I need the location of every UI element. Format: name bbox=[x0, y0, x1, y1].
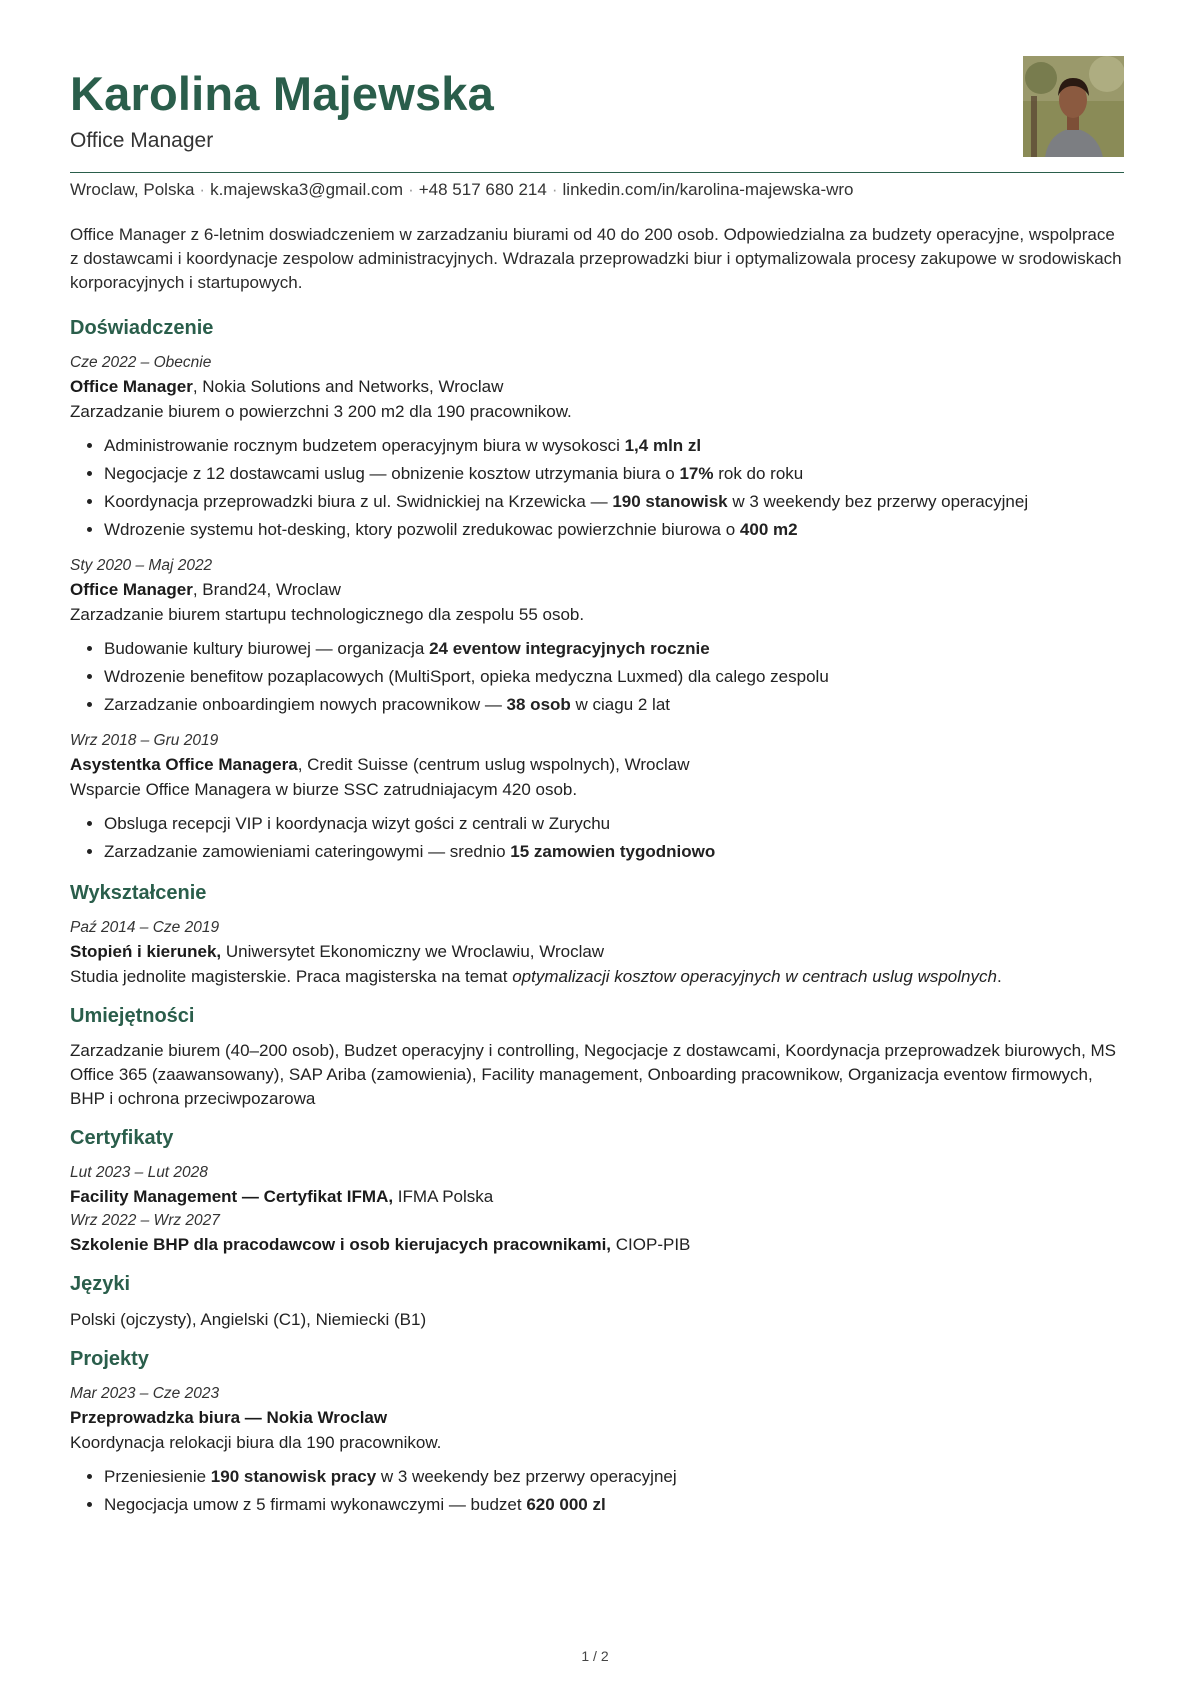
achievement-item: • Koordynacja przeprowadzki biura z ul. Swidnickiej na Krzewicka — 190 stanowisk w 3 weekendy bez przerwy operacyjnej bbox=[104, 488, 1124, 516]
languages-list: Polski (ojczysty), Angielski (C1), Niemiecki (B1) bbox=[70, 1310, 427, 1329]
project-date: Mar 2023 – Cze 2023 bbox=[70, 1385, 220, 1402]
job-achievements bbox=[70, 635, 1124, 719]
achievement-item: • Negocjacja umow z 5 firmami wykonawczymi — budzet 620 000 zl bbox=[104, 1491, 1124, 1519]
portrait-image bbox=[1023, 56, 1124, 157]
job-description: Zarzadzanie biurem o powierzchni 3 200 m2 dla 190 pracownikow. bbox=[70, 402, 572, 421]
job-position: Office Manager bbox=[70, 580, 193, 599]
achievement-item: • Zarzadzanie onboardingiem nowych pracownikow — 38 osob w ciagu 2 lat bbox=[104, 691, 1124, 719]
certificate-item: Szkolenie BHP dla pracodawcow i osob kierujacych pracownikami, CIOP-PIB bbox=[70, 1235, 691, 1254]
languages-heading: Języki bbox=[70, 1273, 131, 1295]
languages-section bbox=[70, 1271, 1124, 1332]
education-section bbox=[70, 880, 1124, 989]
job-position: Office Manager bbox=[70, 377, 193, 396]
job-date: Cze 2022 – Obecnie bbox=[70, 354, 212, 371]
job-title-line bbox=[70, 374, 1124, 399]
contact-separator: · bbox=[551, 180, 558, 199]
projects-section bbox=[70, 1346, 1124, 1519]
job-position: Asystentka Office Managera bbox=[70, 755, 298, 774]
achievement-item: • Wdrozenie systemu hot-desking, ktory pozwolil zredukowac powierzchnie biurowa o 400 m2 bbox=[104, 516, 1124, 544]
job-description: Wsparcie Office Managera w biurze SSC zatrudniajacym 420 osob. bbox=[70, 780, 578, 799]
certificate-date: Lut 2023 – Lut 2028 bbox=[70, 1164, 208, 1181]
experience-section bbox=[70, 315, 1124, 866]
school: Uniwersytet Ekonomiczny we Wroclawiu, Wroclaw bbox=[221, 942, 605, 961]
certificates-section bbox=[70, 1125, 1124, 1257]
achievement-item: • Negocjacje z 12 dostawcami uslug — obnizenie kosztow utrzymania biura o 17% rok do roku bbox=[104, 460, 1124, 488]
certificate-date: Wrz 2022 – Wrz 2027 bbox=[70, 1212, 220, 1229]
job-date: Sty 2020 – Maj 2022 bbox=[70, 557, 213, 574]
achievement-item: • Budowanie kultury biurowej — organizacja 24 eventow integracyjnych rocznie bbox=[104, 635, 1124, 663]
page-number: 1 / 2 bbox=[581, 1648, 609, 1664]
contact-linkedin[interactable]: linkedin.com/in/karolina-majewska-wro bbox=[562, 180, 854, 199]
skills-section bbox=[70, 1003, 1124, 1111]
contact-location: Wroclaw, Polska bbox=[70, 180, 195, 199]
job-entry bbox=[70, 729, 1124, 866]
experience-heading: Doświadczenie bbox=[70, 317, 214, 339]
education-heading: Wykształcenie bbox=[70, 882, 207, 904]
job-title: Office Manager bbox=[70, 129, 214, 152]
candidate-name: Karolina Majewska bbox=[70, 67, 494, 120]
job-date: Wrz 2018 – Gru 2019 bbox=[70, 732, 219, 749]
job-achievements bbox=[70, 810, 1124, 866]
achievement-item: • Przeniesienie 190 stanowisk pracy w 3 weekendy bez przerwy operacyjnej bbox=[104, 1463, 1124, 1491]
education-title-line bbox=[70, 939, 1124, 964]
contact-separator: · bbox=[408, 180, 414, 199]
profile-photo bbox=[1023, 56, 1124, 157]
header-divider bbox=[70, 172, 1124, 173]
education-date: Paź 2014 – Cze 2019 bbox=[70, 919, 220, 936]
achievement-item: • Wdrozenie benefitow pozaplacowych (MultiSport, opieka medyczna Luxmed) dla calego zespolu bbox=[104, 663, 1124, 691]
skills-heading: Umiejętności bbox=[70, 1005, 195, 1027]
skills-list: Zarzadzanie biurem (40–200 osob), Budzet operacyjny i controlling, Negocjacje z dostawcami, Koordynacja przeprowadzek biurowych, MS Office 365 (zaawansowany), SAP Ariba (zamowienia), Facility management, Onboarding pracownikow, Organizacja eventow firmowych, BHP i ochrona przeciwpozarowa bbox=[70, 1041, 1117, 1108]
achievement-item: • Zarzadzanie zamowieniami cateringowymi — srednio 15 zamowien tygodniowo bbox=[104, 838, 1124, 866]
job-entry bbox=[70, 351, 1124, 544]
project-achievements bbox=[70, 1463, 1124, 1519]
job-achievements bbox=[70, 432, 1124, 544]
contact-email[interactable]: k.majewska3@gmail.com bbox=[210, 180, 404, 199]
achievement-item: • Obsluga recepcji VIP i koordynacja wizyt gości z centrali w Zurychu bbox=[104, 810, 1124, 838]
job-description: Zarzadzanie biurem startupu technologicznego dla zespolu 55 osob. bbox=[70, 605, 585, 624]
project-description: Koordynacja relokacji biura dla 190 pracownikow. bbox=[70, 1433, 442, 1452]
certificate-item: Facility Management — Certyfikat IFMA, IFMA Polska bbox=[70, 1187, 494, 1206]
job-company: , Brand24, Wroclaw bbox=[192, 580, 341, 599]
achievement-item: • Administrowanie rocznym budzetem operacyjnym biura w wysokosci 1,4 mln zl bbox=[104, 432, 1124, 460]
job-title-line bbox=[70, 752, 1124, 777]
contact-phone[interactable]: +48 517 680 214 bbox=[418, 180, 547, 199]
contact-line bbox=[70, 180, 854, 200]
projects-heading: Projekty bbox=[70, 1348, 149, 1370]
resume-content bbox=[70, 223, 1124, 1533]
contact-separator: · bbox=[199, 180, 206, 199]
degree: Stopień i kierunek, bbox=[70, 942, 222, 961]
certificates-heading: Certyfikaty bbox=[70, 1127, 174, 1149]
job-company: , Nokia Solutions and Networks, Wroclaw bbox=[192, 377, 504, 396]
education-description: Studia jednolite magisterskie. Praca magisterska na temat optymalizacji kosztow operacyjnych w centrach uslug wspolnych. bbox=[70, 967, 1002, 986]
job-entry bbox=[70, 554, 1124, 719]
job-title-line bbox=[70, 577, 1124, 602]
job-company: , Credit Suisse (centrum uslug wspolnych), Wroclaw bbox=[297, 755, 690, 774]
profile-summary: Office Manager z 6-letnim doswiadczeniem w zarzadzaniu biurami od 40 do 200 osob. Odpowiedzialna za budzety operacyjne, wspolprace z dostawcami i koordynacje zespolow administracyjnych. Wdrazala przeprowadzki biur i optymalizowala procesy zakupowe w srodowiskach korporacyjnych i startupowych. bbox=[70, 225, 1122, 292]
project-title: Przeprowadzka biura — Nokia Wroclaw bbox=[70, 1408, 388, 1427]
